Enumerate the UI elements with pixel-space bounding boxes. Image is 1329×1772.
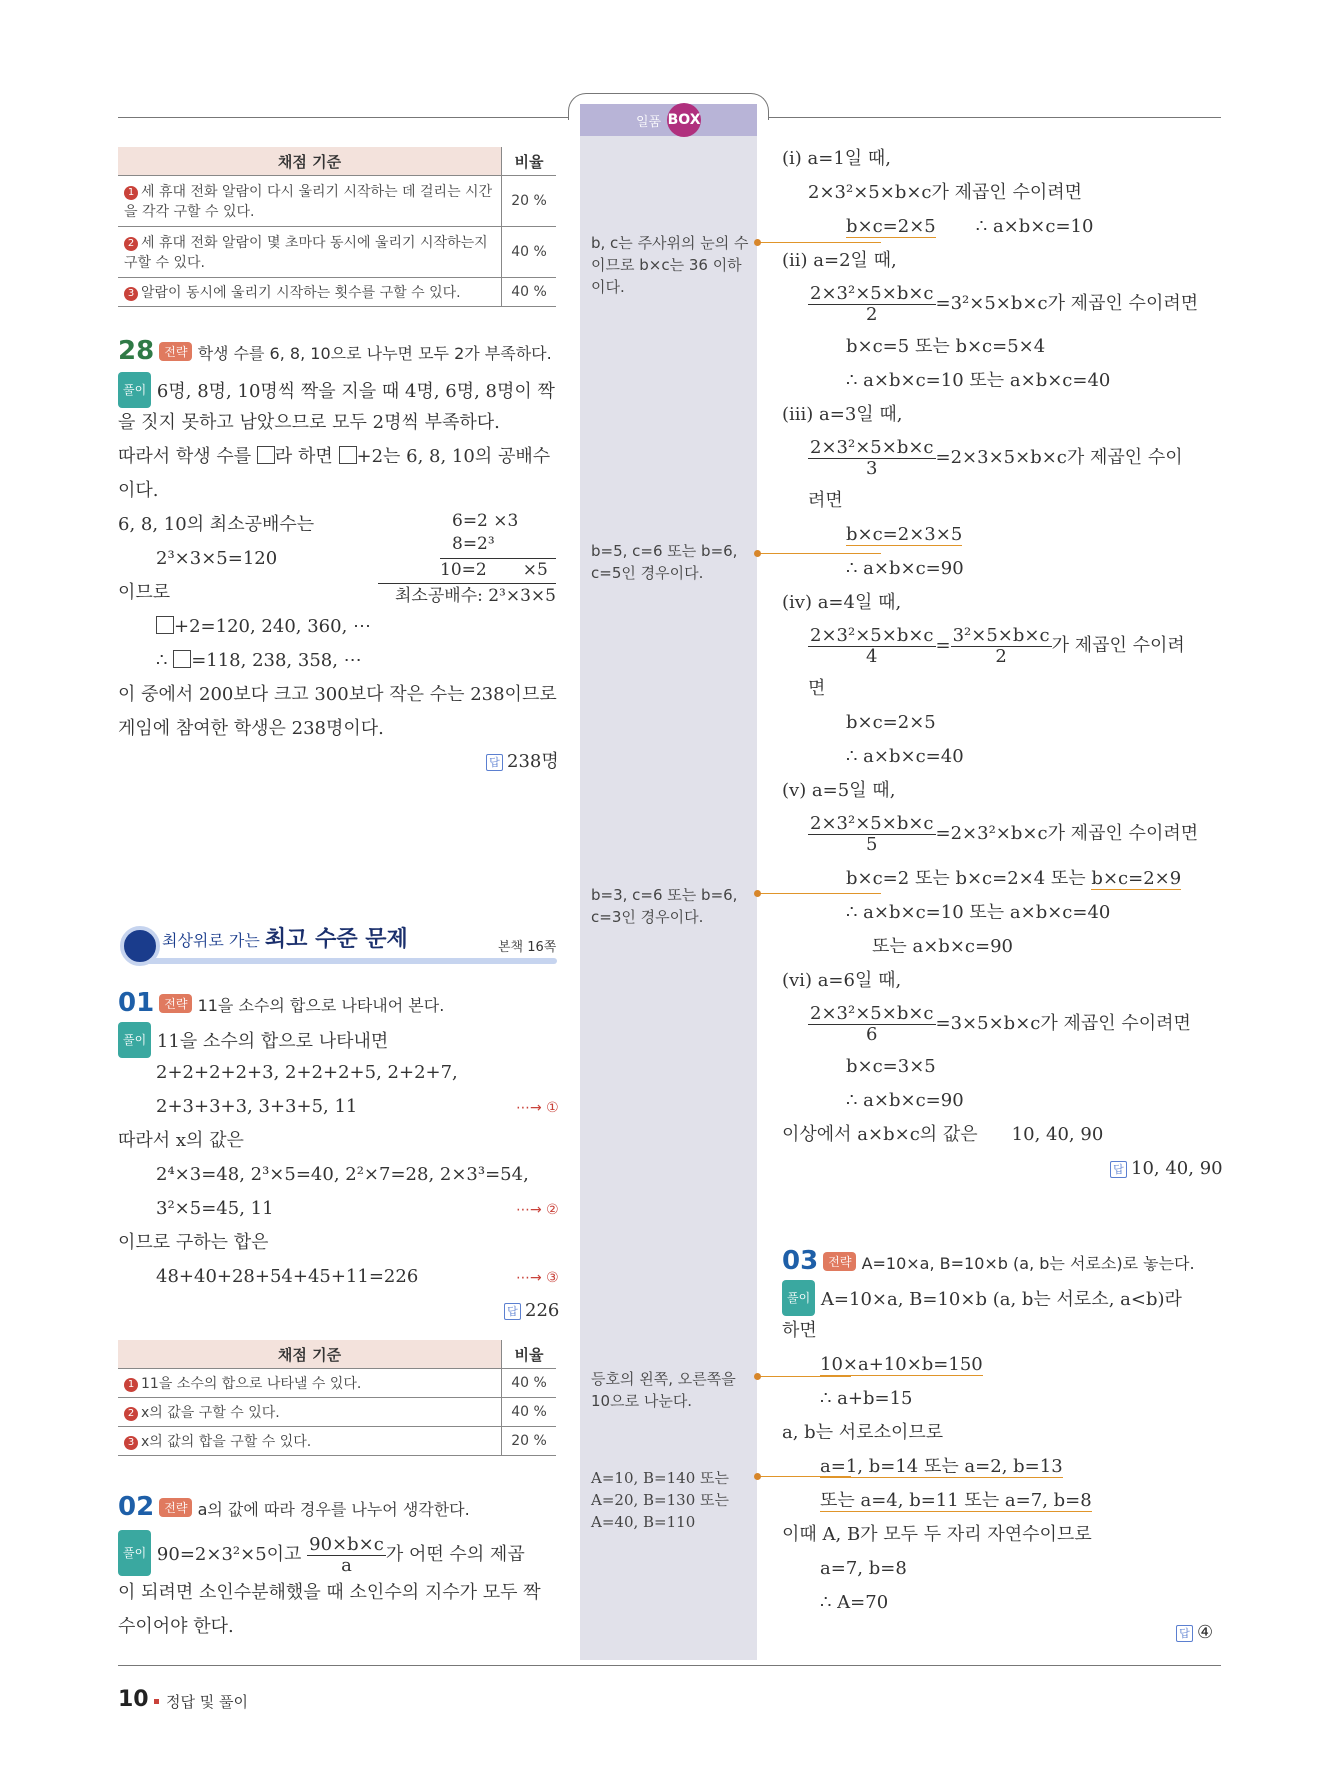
section-heading: 최고 수준 문제 <box>264 927 408 952</box>
box-note-2: b=5, c=6 또는 b=6, c=5인 경우이다. <box>591 542 738 582</box>
blank-box-icon <box>339 446 357 464</box>
problem-28-header <box>118 336 552 366</box>
solution-line: 이 중에서 200보다 크고 300보다 작은 수는 238이므로 <box>118 684 557 705</box>
highlighted-expr: b×c=2×3×5 <box>846 524 963 545</box>
case-line <box>846 518 962 552</box>
strategy-text: 11을 소수의 합으로 나타내어 본다. <box>197 996 445 1015</box>
table-header-criteria: 채점 기준 <box>118 1340 502 1369</box>
solution-tag: 풀이 <box>782 1280 815 1316</box>
solution-line <box>820 1348 983 1382</box>
solution-line: ∴ A=70 <box>820 1592 889 1613</box>
criteria-number: 2 <box>124 237 138 251</box>
criteria-text: x의 값을 구할 수 있다. <box>141 1405 280 1421</box>
problem-number: 28 <box>118 336 155 366</box>
case-line: b×c=3×5 <box>846 1056 936 1077</box>
ratio-cell: 20 % <box>502 176 557 227</box>
case-text: =2×3²×b×c가 제곱인 수이려면 <box>935 823 1199 844</box>
fraction-denominator: 2 <box>995 645 1007 667</box>
conclusion-text: 이상에서 a×b×c의 값은 <box>782 1124 978 1145</box>
case-line <box>846 210 1093 244</box>
case-line: ∴ a×b×c=90 <box>846 558 964 579</box>
answer-icon: 답 <box>486 754 503 771</box>
section-reference: 본책 16쪽 <box>498 940 557 955</box>
box-note-5: A=10, B=140 또는 A=20, B=130 또는 A=40, B=110 <box>591 1469 729 1531</box>
solution-line: 하면 <box>782 1320 817 1341</box>
solution-line <box>820 1450 1063 1484</box>
solution-text: =118, 238, 358, ⋯ <box>191 650 362 671</box>
solution-text: 11을 소수의 합으로 나타내면 <box>156 1031 389 1052</box>
case-line: ∴ a×b×c=10 또는 a×b×c=40 <box>846 370 1111 391</box>
case-text: =3×5×b×c가 제곱인 수이려면 <box>935 1013 1191 1034</box>
case-heading: (ⅵ) a=6일 때, <box>782 970 902 991</box>
answer-icon: 답 <box>1176 1625 1193 1642</box>
solution-line <box>156 644 362 678</box>
fraction <box>808 626 936 667</box>
box-note-3: b=3, c=6 또는 b=6, c=3인 경우이다. <box>591 886 738 926</box>
solution-line: 이므로 <box>118 582 171 603</box>
case-line: 면 <box>808 678 826 699</box>
fraction-denominator: 6 <box>866 1023 878 1045</box>
fraction-denominator: 4 <box>866 645 878 667</box>
case-heading: (ⅲ) a=3일 때, <box>782 404 903 425</box>
solution-line: 6, 8, 10의 최소공배수는 <box>118 514 315 535</box>
grading-table-1 <box>118 147 556 307</box>
answer-text: 226 <box>525 1300 560 1321</box>
strategy-text: 학생 수를 6, 8, 10으로 나누면 모두 2가 부족하다. <box>197 344 552 363</box>
case-line: 또는 a×b×c=90 <box>872 936 1013 957</box>
box-badge: BOX <box>667 103 701 137</box>
fraction-numerator: 2×3²×5×b×c <box>810 282 934 304</box>
leader-dot-3 <box>754 890 761 897</box>
factor-text: 10=2 <box>440 560 487 580</box>
table-row <box>118 1398 556 1427</box>
section-title <box>162 922 408 953</box>
factor-line: 8=2³ <box>452 534 495 554</box>
problem-number: 03 <box>782 1246 819 1276</box>
fraction <box>808 284 936 325</box>
case-line <box>808 282 1198 326</box>
side-note-strip <box>580 104 757 1660</box>
criteria-number: 1 <box>124 186 138 200</box>
strategy-tag: 전략 <box>159 1498 192 1517</box>
solution-line <box>118 1022 388 1059</box>
answer-icon: 답 <box>1110 1161 1127 1178</box>
answer-text: ④ <box>1197 1622 1214 1643</box>
highlighted-expr: b×c=2×5 <box>846 216 936 237</box>
section-prefix: 최상위로 가는 <box>162 931 260 950</box>
blank-box-icon <box>156 616 174 634</box>
solution-line: 이 되려면 소인수분해했을 때 소인수의 지수가 모두 짝 <box>118 1582 541 1603</box>
case-line: 려면 <box>808 490 843 511</box>
solution-line <box>118 372 555 409</box>
solution-line: 이때 A, B가 모두 두 자리 자연수이므로 <box>782 1524 1092 1545</box>
problem-01-header <box>118 988 444 1018</box>
solution-line <box>118 440 550 474</box>
solution-line: 48+40+28+54+45+11=226 <box>156 1266 419 1287</box>
solution-line: 이다. <box>118 480 159 501</box>
lcm-line: 최소공배수: 2³×3×5 <box>378 583 556 608</box>
conclusion-line <box>782 1118 1103 1152</box>
step-marker: ⋯→ ③ <box>516 1270 559 1286</box>
criteria-number: 3 <box>124 287 138 301</box>
case-heading: (ⅴ) a=5일 때, <box>782 780 896 801</box>
footer-title: 정답 및 풀이 <box>166 1693 248 1711</box>
criteria-text: 세 휴대 전화 알람이 몇 초마다 동시에 울리기 시작하는지 구할 수 있다. <box>124 235 488 271</box>
criteria-text: x의 값의 합을 구할 수 있다. <box>141 1434 312 1450</box>
fraction <box>808 438 936 479</box>
box-header-label <box>580 104 757 136</box>
box-note-1: b, c는 주사위의 눈의 수이므로 b×c는 36 이하이다. <box>591 234 749 296</box>
solution-line <box>820 1484 1092 1518</box>
solution-text: 6명, 8명, 10명씩 짝을 지을 때 4명, 6명, 8명이 짝 <box>156 381 555 402</box>
factor-line <box>440 558 556 581</box>
answer-text: 10, 40, 90 <box>1131 1158 1223 1179</box>
problem-number: 01 <box>118 988 155 1018</box>
box-note-4: 등호의 왼쪽, 오른쪽을 10으로 나눈다. <box>591 1370 736 1410</box>
box-title: 일품 <box>635 114 662 130</box>
solution-line: 3²×5=45, 11 <box>156 1198 274 1219</box>
factor-text: ×5 <box>522 560 548 580</box>
criteria-text: 알람이 동시에 울리기 시작하는 횟수를 구할 수 있다. <box>141 285 461 301</box>
blank-box-icon <box>173 650 191 668</box>
case-line <box>808 1002 1191 1046</box>
solution-line: 2³×3×5=120 <box>156 548 278 569</box>
fraction <box>307 1535 386 1576</box>
ratio-cell: 40 % <box>502 1369 557 1398</box>
case-line: ∴ a×b×c=40 <box>846 746 964 767</box>
answer-01 <box>504 1300 559 1321</box>
solution-text: 가 어떤 수의 제곱 <box>385 1544 525 1565</box>
answer-28 <box>486 747 559 773</box>
highlighted-expr: 10×a+10×b=150 <box>820 1354 983 1375</box>
case-text: =2×3×5×b×c가 제곱인 수이 <box>935 447 1183 468</box>
leader-dot-1 <box>754 239 761 246</box>
highlighted-expr: b×c=2×9 <box>1091 868 1182 889</box>
answer-02 <box>1110 1158 1223 1179</box>
strategy-tag: 전략 <box>159 994 192 1013</box>
problem-03-header <box>782 1246 1195 1276</box>
fraction-denominator: 2 <box>866 303 878 325</box>
fraction <box>808 1004 936 1045</box>
problem-number: 02 <box>118 1492 155 1522</box>
fraction-denominator: 5 <box>866 833 878 855</box>
fraction-numerator: 2×3²×5×b×c <box>810 624 934 646</box>
solution-text: 라 하면 <box>274 446 339 467</box>
criteria-number: 1 <box>124 1378 138 1392</box>
fraction <box>808 814 936 855</box>
criteria-number: 2 <box>124 1407 138 1421</box>
solution-line: 2+2+2+2+3, 2+2+2+5, 2+2+7, <box>156 1062 458 1083</box>
footer-bullet-icon <box>154 1699 159 1704</box>
table-header-ratio: 비율 <box>502 147 557 176</box>
solution-line: 2+3+3+3, 3+3+5, 11 <box>156 1096 358 1117</box>
case-text: =3²×5×b×c가 제곱인 수이려면 <box>935 293 1199 314</box>
solution-text: +2=120, 240, 360, ⋯ <box>174 616 372 637</box>
fraction-denominator: a <box>341 1554 352 1576</box>
strategy-tag: 전략 <box>159 342 192 361</box>
case-line <box>846 862 1181 896</box>
solution-line: 게임에 참여한 학생은 238명이다. <box>118 718 384 739</box>
table-header-criteria: 채점 기준 <box>118 147 502 176</box>
case-line <box>808 812 1198 856</box>
ratio-cell: 40 % <box>502 278 557 307</box>
case-line: $\frac{\text{2×3²×5×b×c}}{4}$ = $\frac{\text{3²×5×b×c}}{2}$ 가 제곱인 수이려 <box>810 624 1185 667</box>
solution-line: 을 짓지 못하고 남았으므로 모두 2명씩 부족하다. <box>118 412 500 433</box>
answer-icon: 답 <box>504 1303 521 1320</box>
solution-line: a, b는 서로소이므로 <box>782 1422 944 1443</box>
table-row <box>118 278 556 307</box>
fraction-numerator: 2×3²×5×b×c <box>810 812 934 834</box>
fraction-numerator: 3²×5×b×c <box>952 624 1050 646</box>
highlighted-expr: 또는 a=4, b=11 또는 a=7, b=8 <box>820 1490 1092 1511</box>
leader-dot-5 <box>754 1473 761 1480</box>
fraction-numerator: 2×3²×5×b×c <box>810 1002 934 1024</box>
case-result: ∴ a×b×c=10 <box>975 216 1094 237</box>
case-text: 가 제곱인 수이려 <box>1051 635 1185 656</box>
case-line: b×c=5 또는 b×c=5×4 <box>846 336 1046 357</box>
table-row <box>118 227 556 278</box>
case-line <box>808 436 1183 480</box>
solution-tag: 풀이 <box>118 1022 151 1058</box>
table-header-ratio: 비율 <box>502 1340 557 1369</box>
case-text: b×c=2 또는 b×c=2×4 또는 <box>846 868 1092 889</box>
strategy-tag: 전략 <box>823 1252 856 1271</box>
solution-text: 따라서 학생 수를 <box>118 446 257 467</box>
ratio-cell: 40 % <box>502 1398 557 1427</box>
highlighted-expr: a=1, b=14 또는 a=2, b=13 <box>820 1456 1063 1477</box>
top-rule-right <box>767 117 1221 118</box>
strategy-text: A=10×a, B=10×b (a, b는 서로소)로 놓는다. <box>861 1254 1195 1273</box>
solution-text: ∴ <box>156 650 174 671</box>
case-line: 2×3²×5×b×c가 제곱인 수이려면 <box>808 182 1083 203</box>
strategy-text: a의 값에 따라 경우를 나누어 생각한다. <box>197 1500 470 1519</box>
solution-text: +2는 6, 8, 10의 공배수 <box>356 446 551 467</box>
factor-line: 6=2 ×3 <box>452 511 519 531</box>
answer-03 <box>1176 1622 1213 1643</box>
case-heading: (ⅱ) a=2일 때, <box>782 250 897 271</box>
case-heading: (ⅳ) a=4일 때, <box>782 592 902 613</box>
table-row <box>118 1369 556 1398</box>
fraction-numerator: 2×3²×5×b×c <box>810 436 934 458</box>
ratio-cell: 40 % <box>502 227 557 278</box>
solution-tag: 풀이 <box>118 1530 151 1576</box>
solution-line <box>156 610 371 644</box>
solution-line: ∴ a+b=15 <box>820 1388 913 1409</box>
criteria-text: 11을 소수의 합으로 나타낼 수 있다. <box>141 1376 362 1392</box>
answer-text: 238명 <box>507 751 559 772</box>
fraction-numerator: 90×b×c <box>309 1533 384 1555</box>
ratio-cell: 20 % <box>502 1427 557 1456</box>
solution-line <box>782 1280 1182 1317</box>
top-rule-left <box>118 117 568 118</box>
criteria-number: 3 <box>124 1436 138 1450</box>
leader-dot-4 <box>754 1373 761 1380</box>
solution-line: 수이어야 한다. <box>118 1616 234 1637</box>
solution-text: A=10×a, B=10×b (a, b는 서로소, a<b)라 <box>820 1289 1182 1310</box>
solution-tag: 풀이 <box>118 372 151 408</box>
page-number: 10 <box>118 1687 149 1712</box>
step-marker: ⋯→ ① <box>516 1100 559 1116</box>
fraction-denominator: 3 <box>866 457 878 479</box>
solution-line: a=7, b=8 <box>820 1558 907 1579</box>
case-line: b×c=2×5 <box>846 712 936 733</box>
solution-line <box>118 1530 525 1577</box>
section-underline <box>140 958 557 964</box>
section-bullet-icon <box>120 926 160 966</box>
step-marker: ⋯→ ② <box>516 1202 559 1218</box>
case-line: ∴ a×b×c=90 <box>846 1090 964 1111</box>
problem-02-header <box>118 1492 470 1522</box>
fraction <box>951 626 1052 667</box>
table-row <box>118 1427 556 1456</box>
case-heading: (ⅰ) a=1일 때, <box>782 148 892 169</box>
criteria-text: 세 휴대 전화 알람이 다시 울리기 시작하는 데 걸리는 시간을 각각 구할 수 있다. <box>124 184 493 220</box>
solution-text: 90=2×3²×5이고 <box>156 1544 308 1565</box>
conclusion-values: 10, 40, 90 <box>1011 1124 1104 1145</box>
solution-line: 따라서 x의 값은 <box>118 1130 244 1151</box>
table-row <box>118 176 556 227</box>
grading-table-2 <box>118 1340 556 1456</box>
leader-dot-2 <box>754 550 761 557</box>
blank-box-icon <box>257 446 275 464</box>
bottom-rule <box>118 1665 1221 1666</box>
solution-line: 이므로 구하는 합은 <box>118 1232 269 1253</box>
solution-line: 2⁴×3=48, 2³×5=40, 2²×7=28, 2×3³=54, <box>156 1164 529 1185</box>
case-line: ∴ a×b×c=10 또는 a×b×c=40 <box>846 902 1111 923</box>
